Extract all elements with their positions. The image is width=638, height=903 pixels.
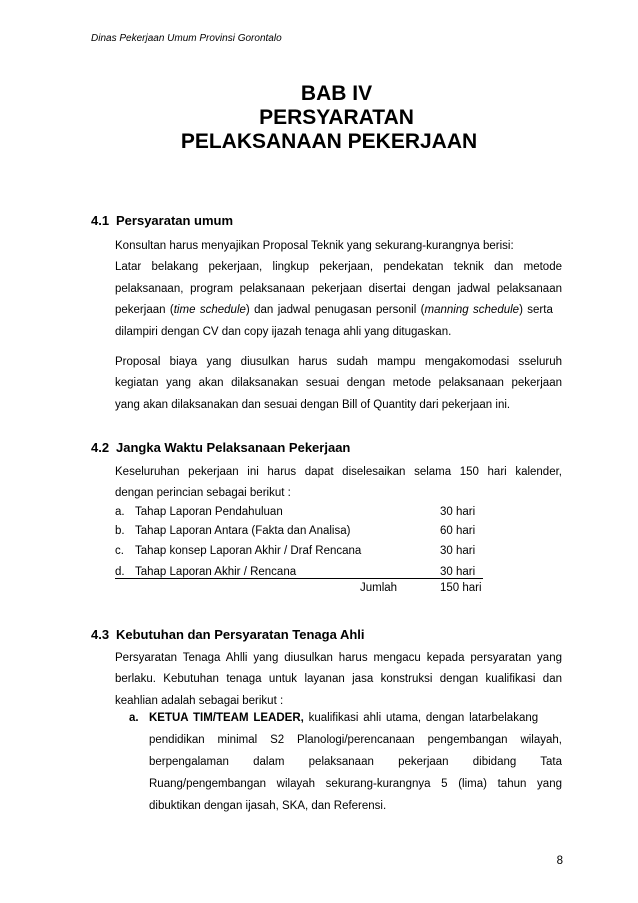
section-heading-4-1 xyxy=(91,213,233,228)
italic-term: manning schedule xyxy=(424,304,520,317)
italic-term: time schedule xyxy=(173,304,246,317)
text-fragment: ) dan jadwal penugasan personil ( xyxy=(245,304,425,317)
row-letter: d. xyxy=(115,566,125,578)
chapter-number: BAB IV xyxy=(300,82,373,105)
row-letter: b. xyxy=(115,525,125,537)
text-line: kegiatan yang akan dilaksanakan sesuai dengan metode pelaksanaan pekerjaan xyxy=(115,377,562,390)
row-letter: a. xyxy=(115,506,125,518)
row-duration: 30 hari xyxy=(440,545,476,557)
schedule-row xyxy=(115,541,483,561)
row-duration: 60 hari xyxy=(440,525,476,537)
section-number: 4.3 xyxy=(91,627,110,642)
row-label: Tahap Laporan Antara (Fakta dan Analisa) xyxy=(135,525,351,537)
schedule-row xyxy=(115,562,483,582)
section-4-2-paragraph-1 xyxy=(115,462,562,505)
row-label: Tahap Laporan Akhir / Rencana xyxy=(135,566,297,578)
text-line: Keseluruhan pekerjaan ini harus dapat diselesaikan selama 150 hari kalender, xyxy=(115,466,562,478)
schedule-divider xyxy=(115,578,483,579)
text-line: Proposal biaya yang diusulkan harus sudah mampu mengakomodasi sseluruh xyxy=(115,356,562,368)
text-line: berpengalaman dalam pelaksanaan pekerjaan dibidang Tata xyxy=(149,756,562,768)
list-letter: a. xyxy=(129,712,139,724)
text-line: Persyaratan Tenaga Ahlli yang diusulkan harus mengacu kepada persyaratan yang xyxy=(115,652,562,664)
text-line xyxy=(115,300,562,321)
total-value: 150 hari xyxy=(440,582,482,594)
chapter-title xyxy=(0,82,638,154)
text-fragment: kualifikasi ahli utama, dengan latarbelakang xyxy=(303,712,539,724)
section-title: Jangka Waktu Pelaksanaan Pekerjaan xyxy=(116,440,351,455)
text-fragment: pekerjaan ( xyxy=(115,304,174,317)
row-duration: 30 hari xyxy=(440,566,476,578)
text-line xyxy=(129,707,562,729)
text-line: keahlian adalah sebagai berikut : xyxy=(115,694,284,707)
text-line: dibuktikan dengan ijasah, SKA, dan Referensi. xyxy=(149,800,387,812)
total-label: Jumlah xyxy=(360,582,398,594)
section-title: Persyaratan umum xyxy=(116,213,234,228)
page-header: Dinas Pekerjaan Umum Provinsi Gorontalo xyxy=(91,33,282,44)
section-number: 4.2 xyxy=(91,440,110,455)
section-heading-4-2 xyxy=(91,440,350,455)
section-4-1-paragraph-2 xyxy=(115,352,562,416)
section-4-1-paragraph-1 xyxy=(115,236,562,343)
schedule-row xyxy=(115,502,483,522)
row-label: Tahap konsep Laporan Akhir / Draf Rencana xyxy=(135,545,362,557)
chapter-title-line-2: PELAKSANAAN PEKERJAAN xyxy=(180,130,478,153)
text-line: pelaksanaan, program pelaksanaan pekerjaan disertai dengan jadwal pelaksanaan xyxy=(115,282,562,295)
section-number: 4.1 xyxy=(91,213,110,228)
row-letter: c. xyxy=(115,545,124,557)
section-4-3-paragraph-1 xyxy=(115,648,562,712)
row-duration: 30 hari xyxy=(440,506,476,518)
role-title: KETUA TIM/TEAM LEADER, xyxy=(149,712,304,724)
section-title: Kebutuhan dan Persyaratan Tenaga Ahli xyxy=(116,627,365,642)
text-line: Konsultan harus menyajikan Proposal Teknik yang sekurang-kurangnya berisi: xyxy=(115,240,514,252)
section-heading-4-3 xyxy=(91,627,365,642)
schedule-row xyxy=(115,521,483,541)
chapter-title-line-1: PERSYARATAN xyxy=(259,106,414,129)
row-label: Tahap Laporan Pendahuluan xyxy=(135,506,283,518)
text-line: Latar belakang pekerjaan, lingkup pekerjaan, pendekatan teknik dan metode xyxy=(115,261,562,274)
text-line: dilampiri dengan CV dan copy ijazah tenaga ahli yang ditugaskan. xyxy=(115,325,452,338)
text-line: berlaku. Kebutuhan tenaga untuk layanan jasa konstruksi dengan kualifikasi dan xyxy=(115,673,562,686)
text-line: Ruang/pengembangan wilayah sekurang-kurangnya 5 (lima) tahun yang xyxy=(149,778,562,790)
page-number: 8 xyxy=(556,855,563,867)
text-line: yang akan dilaksanakan dan sesuai dengan Bill of Quantity dari pekerjaan ini. xyxy=(115,398,511,411)
list-item-team-leader xyxy=(129,707,562,817)
text-line: pendidikan minimal S2 Planologi/perencanaan pengembangan wilayah, xyxy=(149,734,562,746)
text-fragment: ) serta xyxy=(519,304,553,317)
text-line: dengan perincian sebagai berikut : xyxy=(115,487,291,500)
